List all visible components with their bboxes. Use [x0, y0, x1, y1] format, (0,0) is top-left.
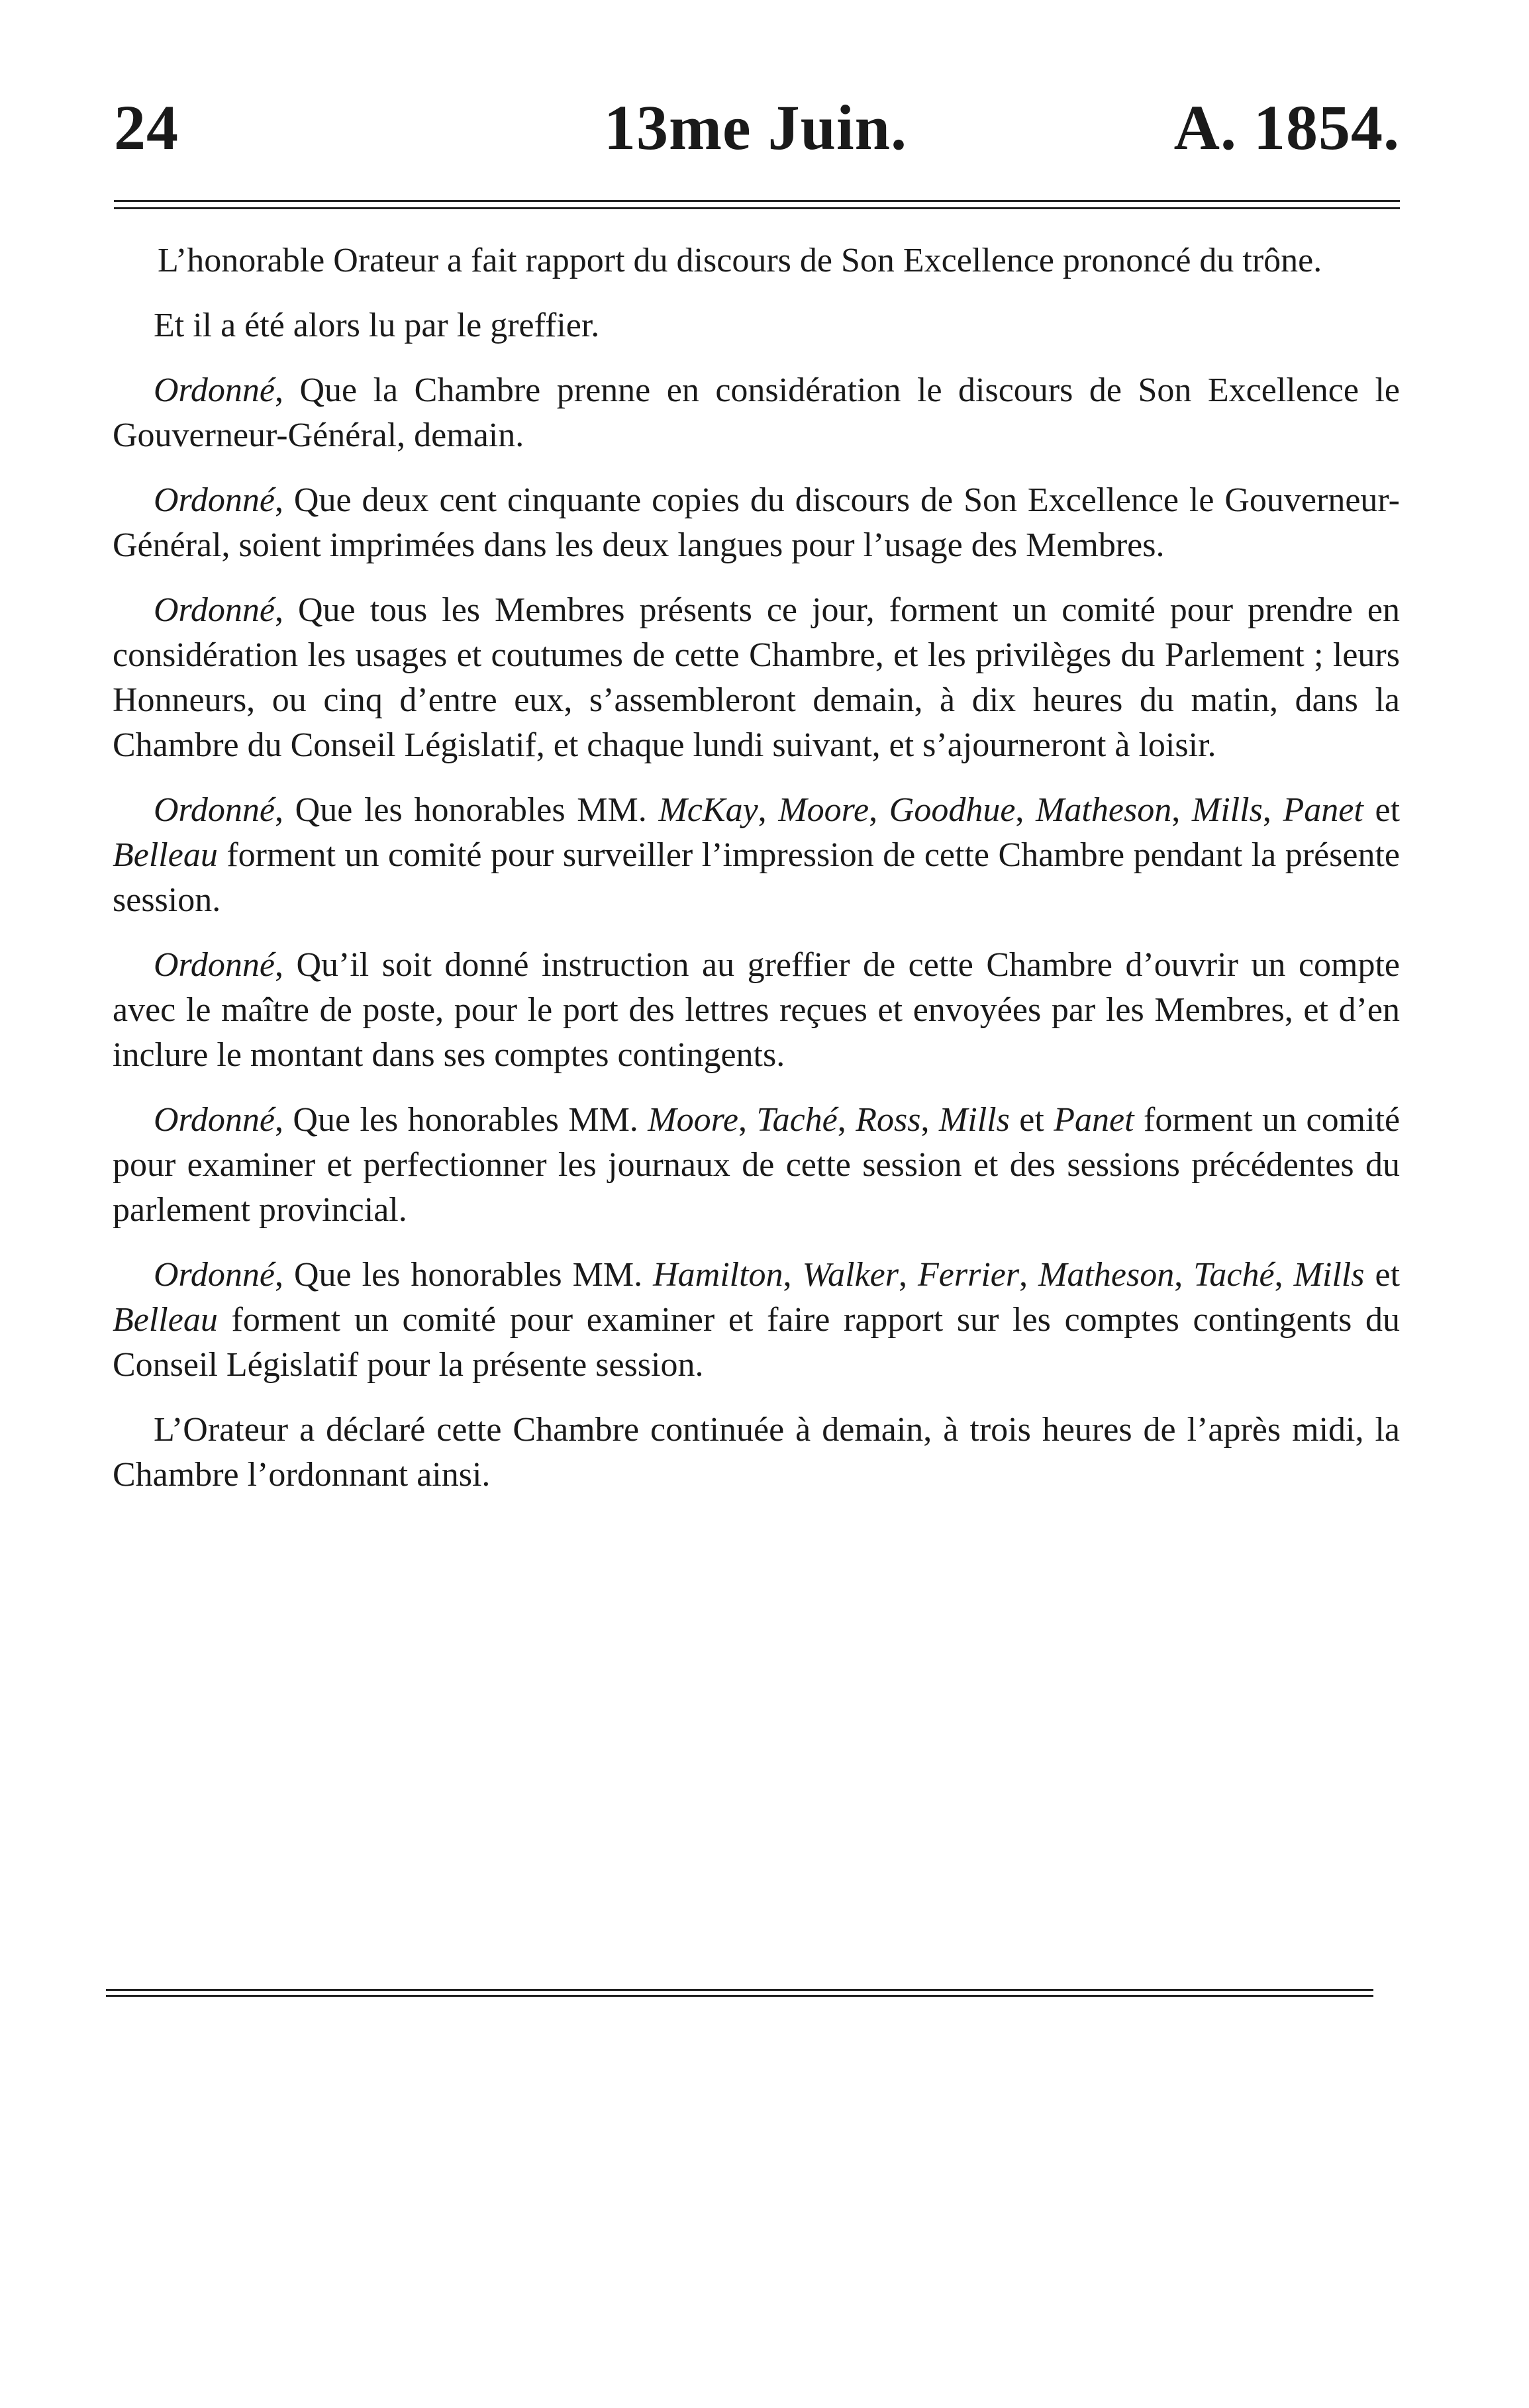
page-number: 24 — [114, 92, 179, 163]
order-text: , Que tous les Membres présents ce jour, forment un comité pour prendre en considération les usages et coutumes de cette Chambre, et les privilèges du Parlement ; leurs Honneurs, ou cinq d’entre eux, s’assembleront demain, à dix heures du matin, dans la Chambre du Conseil Législatif, et chaque lundi suivant, et s’ajourneront à loisir. — [113, 591, 1400, 764]
member-name: Mills — [938, 1101, 1010, 1139]
order-text: , Que les honorables MM. — [274, 1101, 648, 1139]
order-text: , Que les honorables MM. — [274, 791, 659, 829]
order-text: , Que deux cent cinquante copies du discours de Son Excellence le Gouverneur-Général, soient imprimées dans les deux langues pour l’usage des Membres. — [113, 481, 1400, 564]
paragraph-speech-report: L’honorable Orateur a fait rapport du discours de Son Excellence prononcé du trône. — [158, 242, 1322, 279]
separator: , — [1171, 791, 1192, 829]
member-name: Matheson — [1038, 1256, 1175, 1294]
separator: , — [1262, 791, 1283, 829]
member-name: Hamilton — [653, 1256, 783, 1294]
member-name: Goodhue — [889, 791, 1016, 829]
order-text: , Qu’il soit donné instruction au greffier de cette Chambre d’ouvrir un compte avec le maître de poste, pour le port des lettres reçues et envoyées par les Membres, et d’en inclure le montant dans ses comptes contingents. — [113, 946, 1400, 1074]
order-lead: Ordonné — [154, 371, 275, 409]
order-text: forment un comité pour examiner et perfectionner les journaux de cette session et des sessions précédentes du parlement provincial. — [113, 1101, 1401, 1229]
member-name: Taché — [1193, 1256, 1275, 1294]
member-name: Moore — [648, 1101, 738, 1139]
header-double-rule — [114, 200, 1400, 209]
order-lead: Ordonné — [154, 481, 275, 519]
separator: , — [869, 791, 889, 829]
paragraph-order-copies — [113, 478, 1400, 568]
paragraph-adjournment: L’Orateur a déclaré cette Chambre continuée à demain, à trois heures de l’après midi, la Chambre l’ordonnant ainsi. — [113, 1411, 1400, 1494]
paragraph-order-postmaster — [113, 943, 1400, 1078]
member-name: Panet — [1054, 1101, 1134, 1139]
footer-double-rule — [106, 1989, 1373, 1997]
separator: , — [920, 1101, 939, 1139]
order-lead: Ordonné — [154, 591, 275, 629]
member-name: Mills — [1293, 1256, 1365, 1294]
paragraph-order-privileges-committee — [113, 588, 1400, 768]
paragraph-order-contingencies-committee — [113, 1253, 1400, 1388]
member-name: Belleau — [113, 836, 218, 874]
page-header — [114, 91, 1400, 164]
order-text: forment un comité pour surveiller l’impression de cette Chambre pendant la présente session. — [113, 836, 1400, 919]
header-year: A. 1854. — [1173, 92, 1400, 163]
order-lead: Ordonné — [154, 1256, 275, 1294]
order-lead: Ordonné — [154, 791, 275, 829]
member-name: Panet — [1283, 791, 1363, 829]
paragraph-order-consideration — [113, 368, 1400, 458]
member-name: Mills — [1191, 791, 1263, 829]
member-name: Taché — [756, 1101, 838, 1139]
separator: et — [1364, 1256, 1401, 1294]
paragraph-order-printing-committee — [113, 788, 1400, 923]
separator: , — [1019, 1256, 1039, 1294]
member-name: Matheson — [1036, 791, 1172, 829]
order-text: , Que la Chambre prenne en considération le discours de Son Excellence le Gouverneur-Général, demain. — [113, 371, 1400, 454]
separator: , — [898, 1256, 918, 1294]
separator: , — [1015, 791, 1036, 829]
paragraph-order-journals-committee — [113, 1098, 1400, 1233]
member-name: Walker — [802, 1256, 899, 1294]
separator: , — [738, 1101, 757, 1139]
separator: et — [1009, 1101, 1054, 1139]
member-name: McKay — [658, 791, 758, 829]
member-name: Ross — [856, 1101, 921, 1139]
separator: , — [758, 791, 779, 829]
journal-entries — [113, 238, 1400, 1517]
separator: , — [1174, 1256, 1194, 1294]
order-lead: Ordonné — [154, 1101, 275, 1139]
separator: et — [1363, 791, 1401, 829]
separator: , — [783, 1256, 803, 1294]
header-date: 13me Juin. — [604, 92, 908, 163]
order-text: forment un comité pour examiner et faire rapport sur les comptes contingents du Conseil Législatif pour la présente session. — [113, 1301, 1400, 1384]
order-lead: Ordonné — [154, 946, 275, 984]
member-name: Ferrier — [918, 1256, 1020, 1294]
separator: , — [1274, 1256, 1294, 1294]
member-name: Moore — [778, 791, 869, 829]
separator: , — [837, 1101, 856, 1139]
member-name: Belleau — [113, 1301, 218, 1339]
order-text: , Que les honorables MM. — [274, 1256, 654, 1294]
paragraph-read-by-clerk: Et il a été alors lu par le greffier. — [154, 307, 600, 344]
